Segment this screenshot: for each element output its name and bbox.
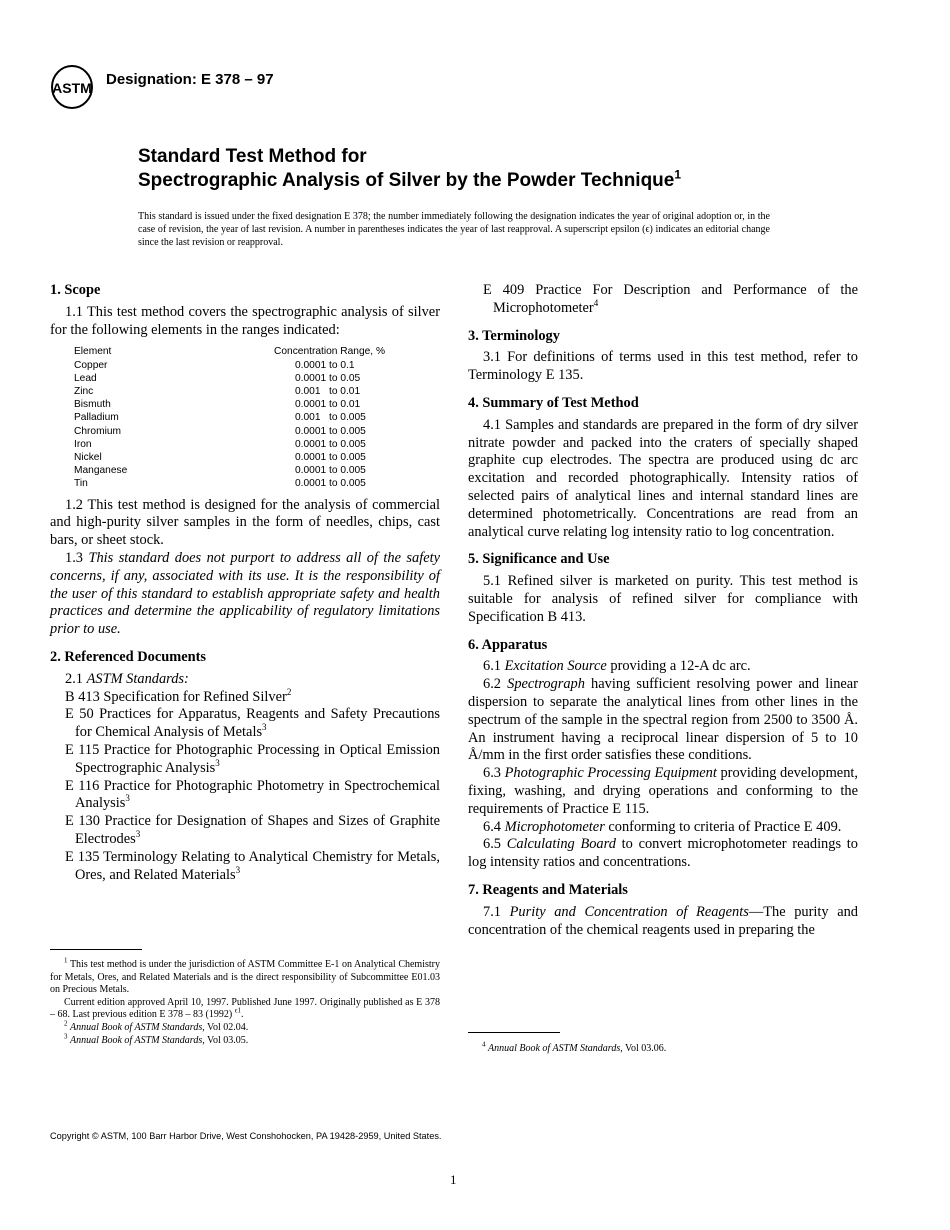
element-ranges-table: [74, 345, 385, 490]
table-row: [74, 385, 385, 398]
section-heading-significance: 5. Significance and Use: [468, 551, 610, 568]
left-column: [50, 282, 440, 884]
reference-item-e409: E 409 Practice For Description and Performance of the Microphotometer$^4$: [483, 282, 858, 316]
reference-item: E 135 Terminology Relating to Analytical Chemistry for Metals, Ores, and Related Materials$^3$: [65, 848, 440, 883]
page-number: 1: [450, 1172, 457, 1187]
footnote-rule-left: [50, 949, 142, 950]
title-footnote-mark: 1: [674, 167, 682, 182]
footnotes-left: [50, 956, 440, 1047]
concentration-range: 0.0001 to 0.01: [295, 399, 361, 411]
paragraph-5-1: 5.1 Refined silver is marketed on purity. This test method is suitable for analysis of refined silver for compliance with Specification B 413.: [468, 573, 858, 625]
table-header-range: Concentration Range, %: [274, 346, 385, 358]
element-name: Iron: [74, 438, 92, 450]
footnotes-right: [468, 1040, 858, 1056]
reference-item: B 413 Specification for Refined Silver$^2$: [65, 686, 292, 705]
concentration-range: 0.0001 to 0.005: [295, 478, 366, 490]
element-name: Chromium: [74, 425, 121, 437]
title-line-2: Spectrographic Analysis of Silver by the Powder Technique$^1$: [138, 167, 682, 191]
paragraph-4-1: 4.1 Samples and standards are prepared in the form of dry silver nitrate powder and packed into the craters of specially shaped graphite cup electrodes. The spectra are produced using dc arc excitation and recorded photographically. Intensity ratios of selected pairs of analytical lines and internal standard lines are determined photometrically. Concentrations are read from an analytical curve relating log intensity ratio to log concentration.: [468, 416, 858, 540]
section-heading-summary: 4. Summary of Test Method: [468, 394, 639, 411]
footnote-3: $^3$ Annual Book of ASTM Standards, Vol 03.05.: [64, 1032, 249, 1046]
paragraph-1-2: 1.2 This test method is designed for the analysis of commercial and high-purity silver samples in the form of needles, chips, cast bars, or sheet stock.: [50, 496, 440, 549]
paragraph-1-1: 1.1 This test method covers the spectrographic analysis of silver for the following elements in the ranges indicated:: [50, 303, 440, 338]
table-row: [74, 372, 385, 385]
designation: Designation: E 378 – 97: [106, 71, 274, 88]
concentration-range: 0.0001 to 0.005: [295, 465, 366, 477]
element-name: Tin: [74, 478, 88, 490]
referenced-list: [50, 686, 440, 885]
paragraph-1-3: 1.3 This standard does not purport to address all of the safety concerns, if any, associated with its use. It is the responsibility of the user of this standard to establish appropriate safety and health practices and determine the applicability of regulatory limitations prior to use.: [50, 550, 440, 638]
right-column: [468, 282, 858, 939]
reference-item: E 130 Practice for Designation of Shapes and Sizes of Graphite Electrodes$^3$: [65, 813, 440, 847]
section-heading-scope: 1. Scope: [50, 282, 101, 298]
table-row: [74, 398, 385, 411]
section-heading-terminology: 3. Terminology: [468, 327, 560, 344]
concentration-range: 0.0001 to 0.005: [295, 425, 366, 437]
element-name: Manganese: [74, 465, 128, 477]
section-heading-apparatus: 6. Apparatus: [468, 636, 548, 653]
footnote-rule-right: [468, 1032, 560, 1033]
paragraph-6-5: 6.5 Calculating Board to convert microphotometer readings to log intensity ratios and concentrations.: [468, 836, 858, 871]
table-row: [74, 451, 385, 464]
table-row: [74, 477, 385, 490]
concentration-range: 0.0001 to 0.1: [295, 359, 355, 371]
element-name: Nickel: [74, 452, 102, 464]
paragraph-6-3: 6.3 Photographic Processing Equipment providing development, fixing, washing, and drying operations and conforming to the requirements of Practice E 115.: [468, 765, 858, 817]
concentration-range: 0.0001 to 0.005: [295, 452, 366, 464]
paragraph-2-1: 2.1 ASTM Standards:: [65, 670, 189, 687]
standard-notice: This standard is issued under the fixed designation E 378; the number immediately following the designation indicates the year of original adoption or, in the case of revision, the year of last revision. A number in parentheses indicates the year of last reapproval. A superscript epsilon (ϵ) indicates an editorial change since the last revision or reapproval.: [138, 211, 770, 248]
table-row: [74, 438, 385, 451]
reference-item: E 50 Practices for Apparatus, Reagents and Safety Precautions for Chemical Analysis of Metals$^3$: [65, 706, 440, 741]
reference-item: E 116 Practice for Photographic Photometry in Spectrochemical Analysis$^3$: [65, 777, 440, 812]
table-row: [74, 359, 385, 372]
table-row: [74, 464, 385, 477]
element-name: Lead: [74, 372, 97, 384]
paragraph-7-1: 7.1 Purity and Concentration of Reagents—The purity and concentration of the chemical reagents used in preparing the: [468, 903, 858, 938]
element-name: Bismuth: [74, 399, 111, 411]
title-line-1: Standard Test Method for: [138, 146, 367, 167]
table-row: [74, 411, 385, 424]
logo-text: ASTM: [52, 80, 92, 96]
reference-item: E 115 Practice for Photographic Processing in Optical Emission Spectrographic Analysis$^3$: [65, 741, 440, 776]
table-header-element: Element: [74, 346, 112, 358]
element-name: Zinc: [74, 386, 94, 397]
concentration-range: 0.001 to 0.01: [295, 386, 361, 397]
copyright-notice: Copyright © ASTM, 100 Barr Harbor Drive, West Conshohocken, PA 19428-2959, United States.: [50, 1131, 442, 1141]
footnote-1: $^1$ This test method is under the jurisdiction of ASTM Committee E-1 on Analytical Chemistry for Metals, Ores, and Related Materials and is the direct responsibility of Subcommittee E01.03 on Precious Metals.: [50, 956, 440, 996]
concentration-range: 0.0001 to 0.05: [295, 372, 361, 384]
section-heading-referenced: 2. Referenced Documents: [50, 649, 206, 665]
document-title: [138, 145, 681, 193]
footnote-2: $^2$ Annual Book of ASTM Standards, Vol 02.04.: [64, 1019, 249, 1033]
paragraph-6-4: 6.4 Microphotometer conforming to criteria of Practice E 409.: [483, 818, 842, 835]
concentration-range: 0.001 to 0.005: [295, 412, 366, 424]
paragraph-6-2: 6.2 Spectrograph having sufficient resolving power and linear dispersion to separate the analytical lines from other lines in the spectrum of the sample in the spectral region from 2500 to 3500 Å. An instrument having a reciprocal linear dispersion of 5 to 10 Å/mm in the first order satisfies these conditions.: [468, 676, 858, 764]
element-name: Palladium: [74, 412, 119, 424]
concentration-range: 0.0001 to 0.005: [295, 438, 366, 450]
astm-logo: [50, 64, 94, 110]
footnote-4: $^4$ Annual Book of ASTM Standards, Vol 03.06.: [482, 1040, 667, 1054]
footnote-1-edition: Current edition approved April 10, 1997. Published June 1997. Originally published as E 378 – 68. Last previous edition E 378 – 83 (1992) $^{\epsilon 1}$.: [50, 996, 440, 1021]
element-name: Copper: [74, 359, 108, 371]
paragraph-3-1: 3.1 For definitions of terms used in this test method, refer to Terminology E 135.: [468, 349, 858, 384]
table-row: [74, 425, 385, 438]
section-heading-reagents: 7. Reagents and Materials: [468, 881, 628, 898]
paragraph-6-1: 6.1 Excitation Source providing a 12-A dc arc.: [483, 658, 751, 675]
